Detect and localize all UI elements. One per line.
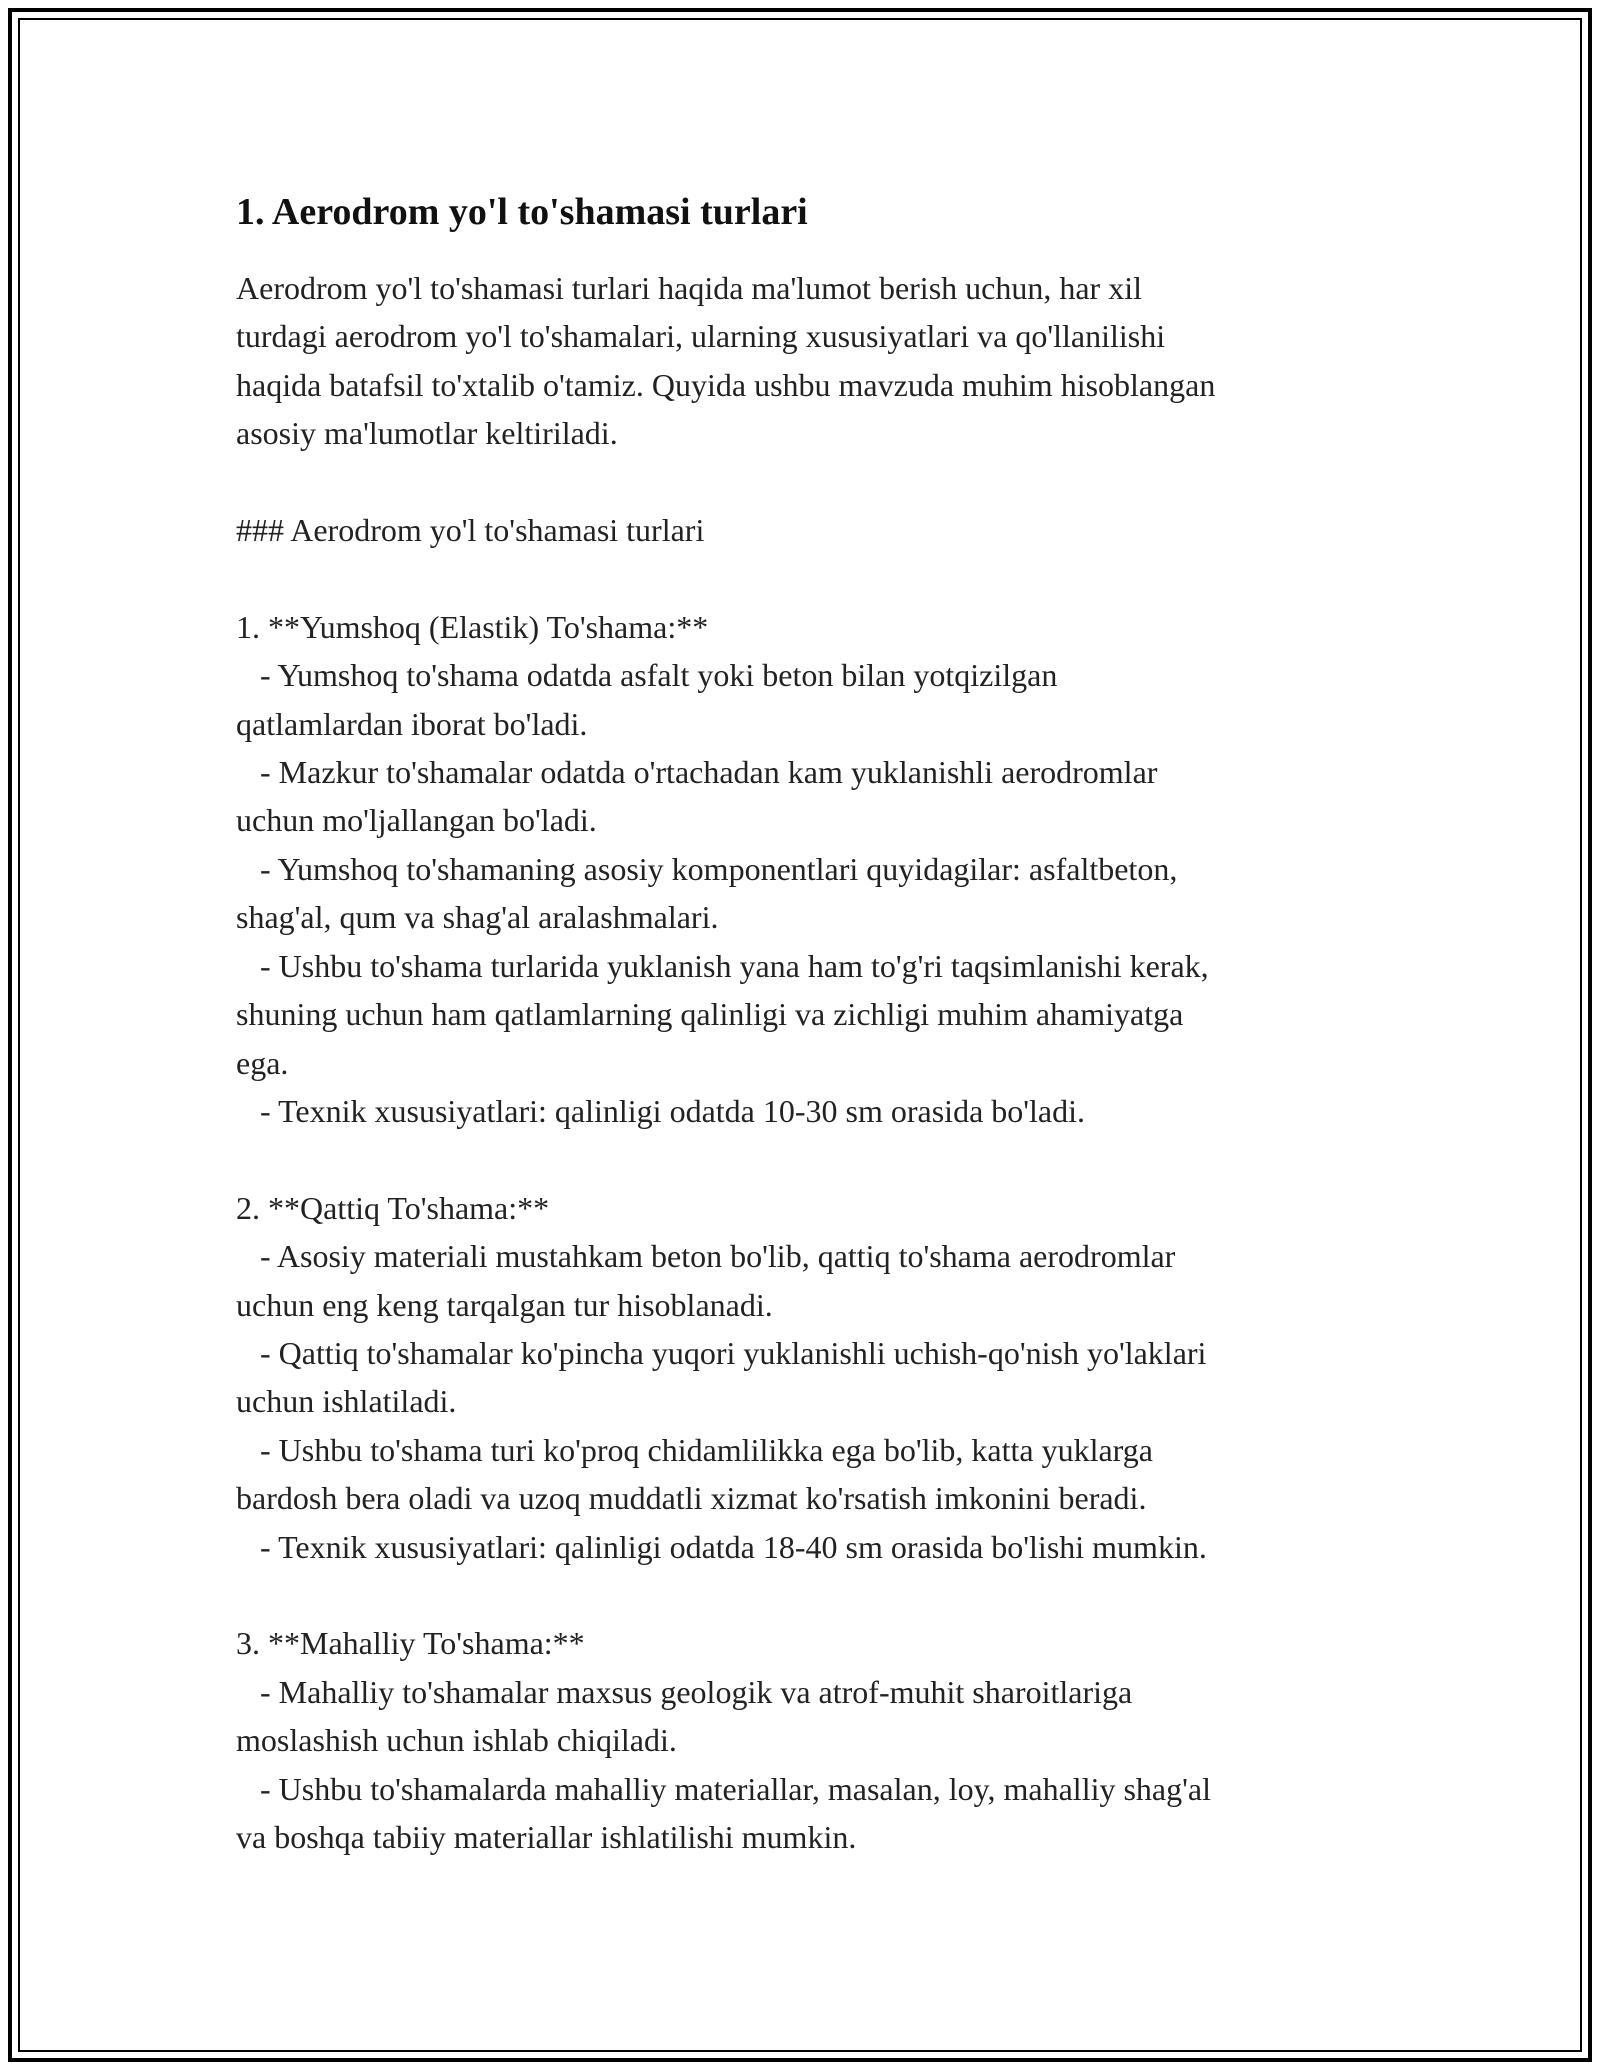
document-content <box>236 184 1366 1861</box>
document-body-text: Aerodrom yo'l to'shamasi turlari haqida ma'lumot berish uchun, har xil turdagi aerodrom yo'l to'shamalari, ularning xususiyatlari va qo'llanilishi haqida batafsil to'xtalib o'tamiz. Quyida ushbu mavzuda muhim hisoblangan asosiy ma'lumotlar keltiriladi. ### Aerodrom yo'l to'shamasi turlari 1. **Yumshoq (Elastik) To'shama:** - Yumshoq to'shama odatda asfalt yoki beton bilan yotqizilgan qatlamlardan iborat bo'ladi. - Mazkur to'shamalar odatda o'rtachadan kam yuklanishli aerodromlar uchun mo'ljallangan bo'ladi. - Yumshoq to'shamaning asosiy komponentlari quyidagilar: asfaltbeton, shag'al, qum va shag'al aralashmalari. - Ushbu to'shama turlarida yuklanish yana ham to'g'ri taqsimlanishi kerak, shuning uchun ham qatlamlarning qalinligi va zichligi muhim ahamiyatga ega. - Texnik xususiyatlari: qalinligi odatda 10-30 sm orasida bo'ladi. 2. **Qattiq To'shama:** - Asosiy materiali mustahkam beton bo'lib, qattiq to'shama aerodromlar uchun eng keng tarqalgan tur hisoblanadi. - Qattiq to'shamalar ko'pincha yuqori yuklanishli uchish-qo'nish yo'laklari uchun ishlatiladi. - Ushbu to'shama turi ko'proq chidamlilikka ega bo'lib, katta yuklarga bardosh bera oladi va uzoq muddatli xizmat ko'rsatish imkonini beradi. - Texnik xususiyatlari: qalinligi odatda 18-40 sm orasida bo'lishi mumkin. 3. **Mahalliy To'shama:** - Mahalliy to'shamalar maxsus geologik va atrof-muhit sharoitlariga moslashish uchun ishlab chiqiladi. - Ushbu to'shamalarda mahalliy materiallar, masalan, loy, mahalliy shag'al va boshqa tabiiy materiallar ishlatilishi mumkin. <box>236 270 1216 1855</box>
document-heading: 1. Aerodrom yo'l to'shamasi turlari <box>236 191 808 233</box>
